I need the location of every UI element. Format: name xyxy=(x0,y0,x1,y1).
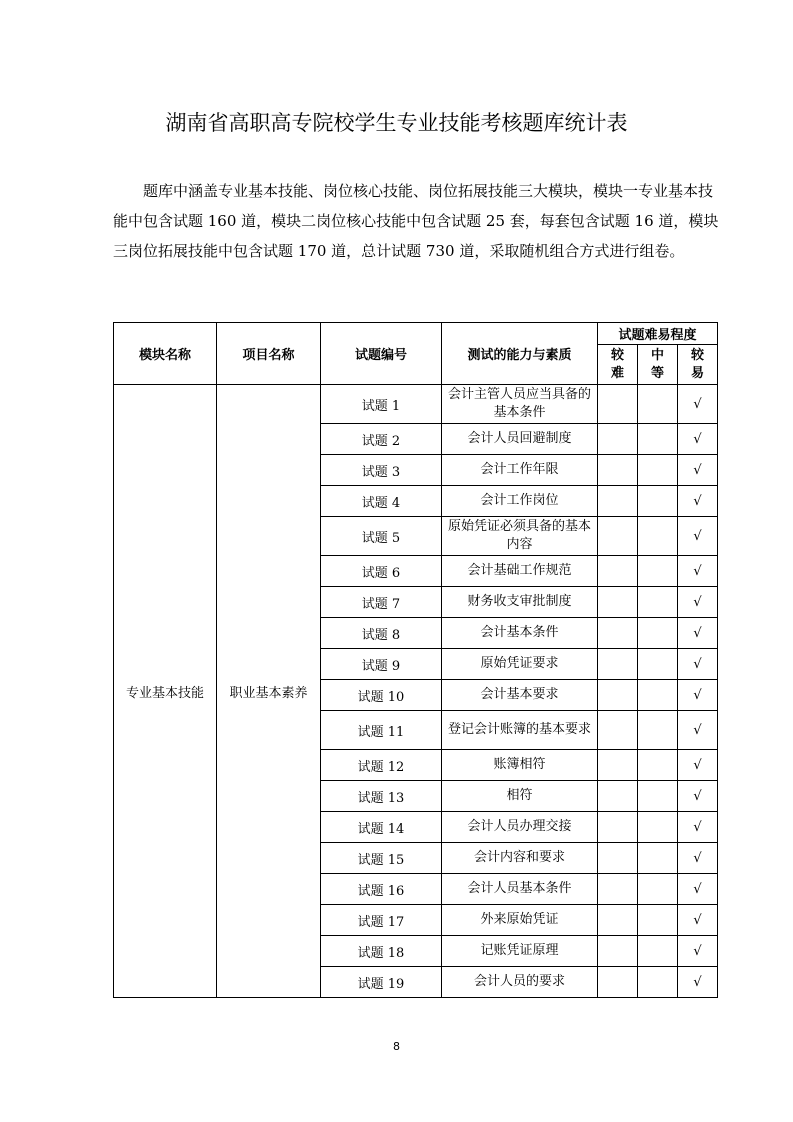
medium-cell xyxy=(638,781,678,812)
ability-cell: 会计人员办理交接 xyxy=(442,812,598,843)
easy-cell: √ xyxy=(678,967,718,998)
question-no-cell: 试题 2 xyxy=(321,424,442,455)
easy-cell: √ xyxy=(678,556,718,587)
question-no-cell: 试题 7 xyxy=(321,587,442,618)
question-no-cell: 试题 10 xyxy=(321,680,442,711)
medium-cell xyxy=(638,455,678,486)
question-no-cell: 试题 9 xyxy=(321,649,442,680)
question-no-cell: 试题 18 xyxy=(321,936,442,967)
easy-cell: √ xyxy=(678,385,718,424)
question-no-cell: 试题 19 xyxy=(321,967,442,998)
easy-cell: √ xyxy=(678,424,718,455)
question-no-cell: 试题 8 xyxy=(321,618,442,649)
hard-cell xyxy=(598,750,638,781)
ability-cell: 原始凭证必须具备的基本内容 xyxy=(442,517,598,556)
hard-cell xyxy=(598,905,638,936)
question-no-cell: 试题 3 xyxy=(321,455,442,486)
easy-cell: √ xyxy=(678,781,718,812)
hard-cell xyxy=(598,680,638,711)
ability-cell: 原始凭证要求 xyxy=(442,649,598,680)
ability-cell: 外来原始凭证 xyxy=(442,905,598,936)
hard-cell xyxy=(598,424,638,455)
header-medium: 中等 xyxy=(638,345,678,385)
medium-cell xyxy=(638,711,678,750)
hard-cell xyxy=(598,843,638,874)
question-no-cell: 试题 17 xyxy=(321,905,442,936)
hard-cell xyxy=(598,711,638,750)
hard-cell xyxy=(598,649,638,680)
hard-cell xyxy=(598,618,638,649)
header-project: 项目名称 xyxy=(217,323,321,385)
question-no-cell: 试题 6 xyxy=(321,556,442,587)
ability-cell: 会计工作年限 xyxy=(442,455,598,486)
ability-cell: 会计基础工作规范 xyxy=(442,556,598,587)
header-difficulty: 试题难易程度 xyxy=(598,323,718,345)
ability-cell: 登记会计账簿的基本要求 xyxy=(442,711,598,750)
hard-cell xyxy=(598,455,638,486)
question-no-cell: 试题 12 xyxy=(321,750,442,781)
medium-cell xyxy=(638,649,678,680)
hard-cell xyxy=(598,781,638,812)
header-hard: 较难 xyxy=(598,345,638,385)
medium-cell xyxy=(638,680,678,711)
medium-cell xyxy=(638,843,678,874)
ability-cell: 财务收支审批制度 xyxy=(442,587,598,618)
medium-cell xyxy=(638,812,678,843)
easy-cell: √ xyxy=(678,517,718,556)
medium-cell xyxy=(638,905,678,936)
easy-cell: √ xyxy=(678,455,718,486)
ability-cell: 会计主管人员应当具备的基本条件 xyxy=(442,385,598,424)
page-number: 8 xyxy=(393,1040,400,1053)
ability-cell: 相符 xyxy=(442,781,598,812)
ability-cell: 会计基本要求 xyxy=(442,680,598,711)
medium-cell xyxy=(638,936,678,967)
medium-cell xyxy=(638,486,678,517)
hard-cell xyxy=(598,587,638,618)
easy-cell: √ xyxy=(678,486,718,517)
easy-cell: √ xyxy=(678,711,718,750)
ability-cell: 会计人员回避制度 xyxy=(442,424,598,455)
header-ability: 测试的能力与素质 xyxy=(442,323,598,385)
hard-cell xyxy=(598,874,638,905)
medium-cell xyxy=(638,556,678,587)
question-no-cell: 试题 16 xyxy=(321,874,442,905)
intro-paragraph: 题库中涵盖专业基本技能、岗位核心技能、岗位拓展技能三大模块，模块一专业基本技能中包含试题 160 道，模块二岗位核心技能中包含试题 25 套，每套包含试题 16 道，模块三岗位拓展技能中包含试题 170 道，总计试题 730 道，采取随机组合方式进行组卷。 xyxy=(113,182,719,260)
ability-cell: 会计基本条件 xyxy=(442,618,598,649)
medium-cell xyxy=(638,587,678,618)
medium-cell xyxy=(638,385,678,424)
hard-cell xyxy=(598,486,638,517)
easy-cell: √ xyxy=(678,936,718,967)
ability-cell: 会计内容和要求 xyxy=(442,843,598,874)
hard-cell xyxy=(598,556,638,587)
medium-cell xyxy=(638,424,678,455)
ability-cell: 会计工作岗位 xyxy=(442,486,598,517)
easy-cell: √ xyxy=(678,618,718,649)
project-cell: 职业基本素养 xyxy=(217,385,321,998)
page-title: 湖南省高职高专院校学生专业技能考核题库统计表 xyxy=(165,111,628,135)
question-no-cell: 试题 15 xyxy=(321,843,442,874)
question-no-cell: 试题 4 xyxy=(321,486,442,517)
hard-cell xyxy=(598,812,638,843)
ability-cell: 记账凭证原理 xyxy=(442,936,598,967)
easy-cell: √ xyxy=(678,905,718,936)
hard-cell xyxy=(598,517,638,556)
easy-cell: √ xyxy=(678,649,718,680)
question-no-cell: 试题 11 xyxy=(321,711,442,750)
hard-cell xyxy=(598,936,638,967)
table-row xyxy=(114,385,718,424)
question-no-cell: 试题 5 xyxy=(321,517,442,556)
easy-cell: √ xyxy=(678,750,718,781)
easy-cell: √ xyxy=(678,843,718,874)
module-cell: 专业基本技能 xyxy=(114,385,217,998)
medium-cell xyxy=(638,874,678,905)
question-no-cell: 试题 1 xyxy=(321,385,442,424)
medium-cell xyxy=(638,618,678,649)
ability-cell: 会计人员的要求 xyxy=(442,967,598,998)
easy-cell: √ xyxy=(678,587,718,618)
question-no-cell: 试题 14 xyxy=(321,812,442,843)
ability-cell: 账簿相符 xyxy=(442,750,598,781)
hard-cell xyxy=(598,385,638,424)
ability-cell: 会计人员基本条件 xyxy=(442,874,598,905)
easy-cell: √ xyxy=(678,680,718,711)
easy-cell: √ xyxy=(678,812,718,843)
header-question-no: 试题编号 xyxy=(321,323,442,385)
hard-cell xyxy=(598,967,638,998)
header-module: 模块名称 xyxy=(114,323,217,385)
medium-cell xyxy=(638,967,678,998)
easy-cell: √ xyxy=(678,874,718,905)
header-easy: 较易 xyxy=(678,345,718,385)
question-no-cell: 试题 13 xyxy=(321,781,442,812)
medium-cell xyxy=(638,517,678,556)
question-bank-table xyxy=(113,322,718,998)
medium-cell xyxy=(638,750,678,781)
